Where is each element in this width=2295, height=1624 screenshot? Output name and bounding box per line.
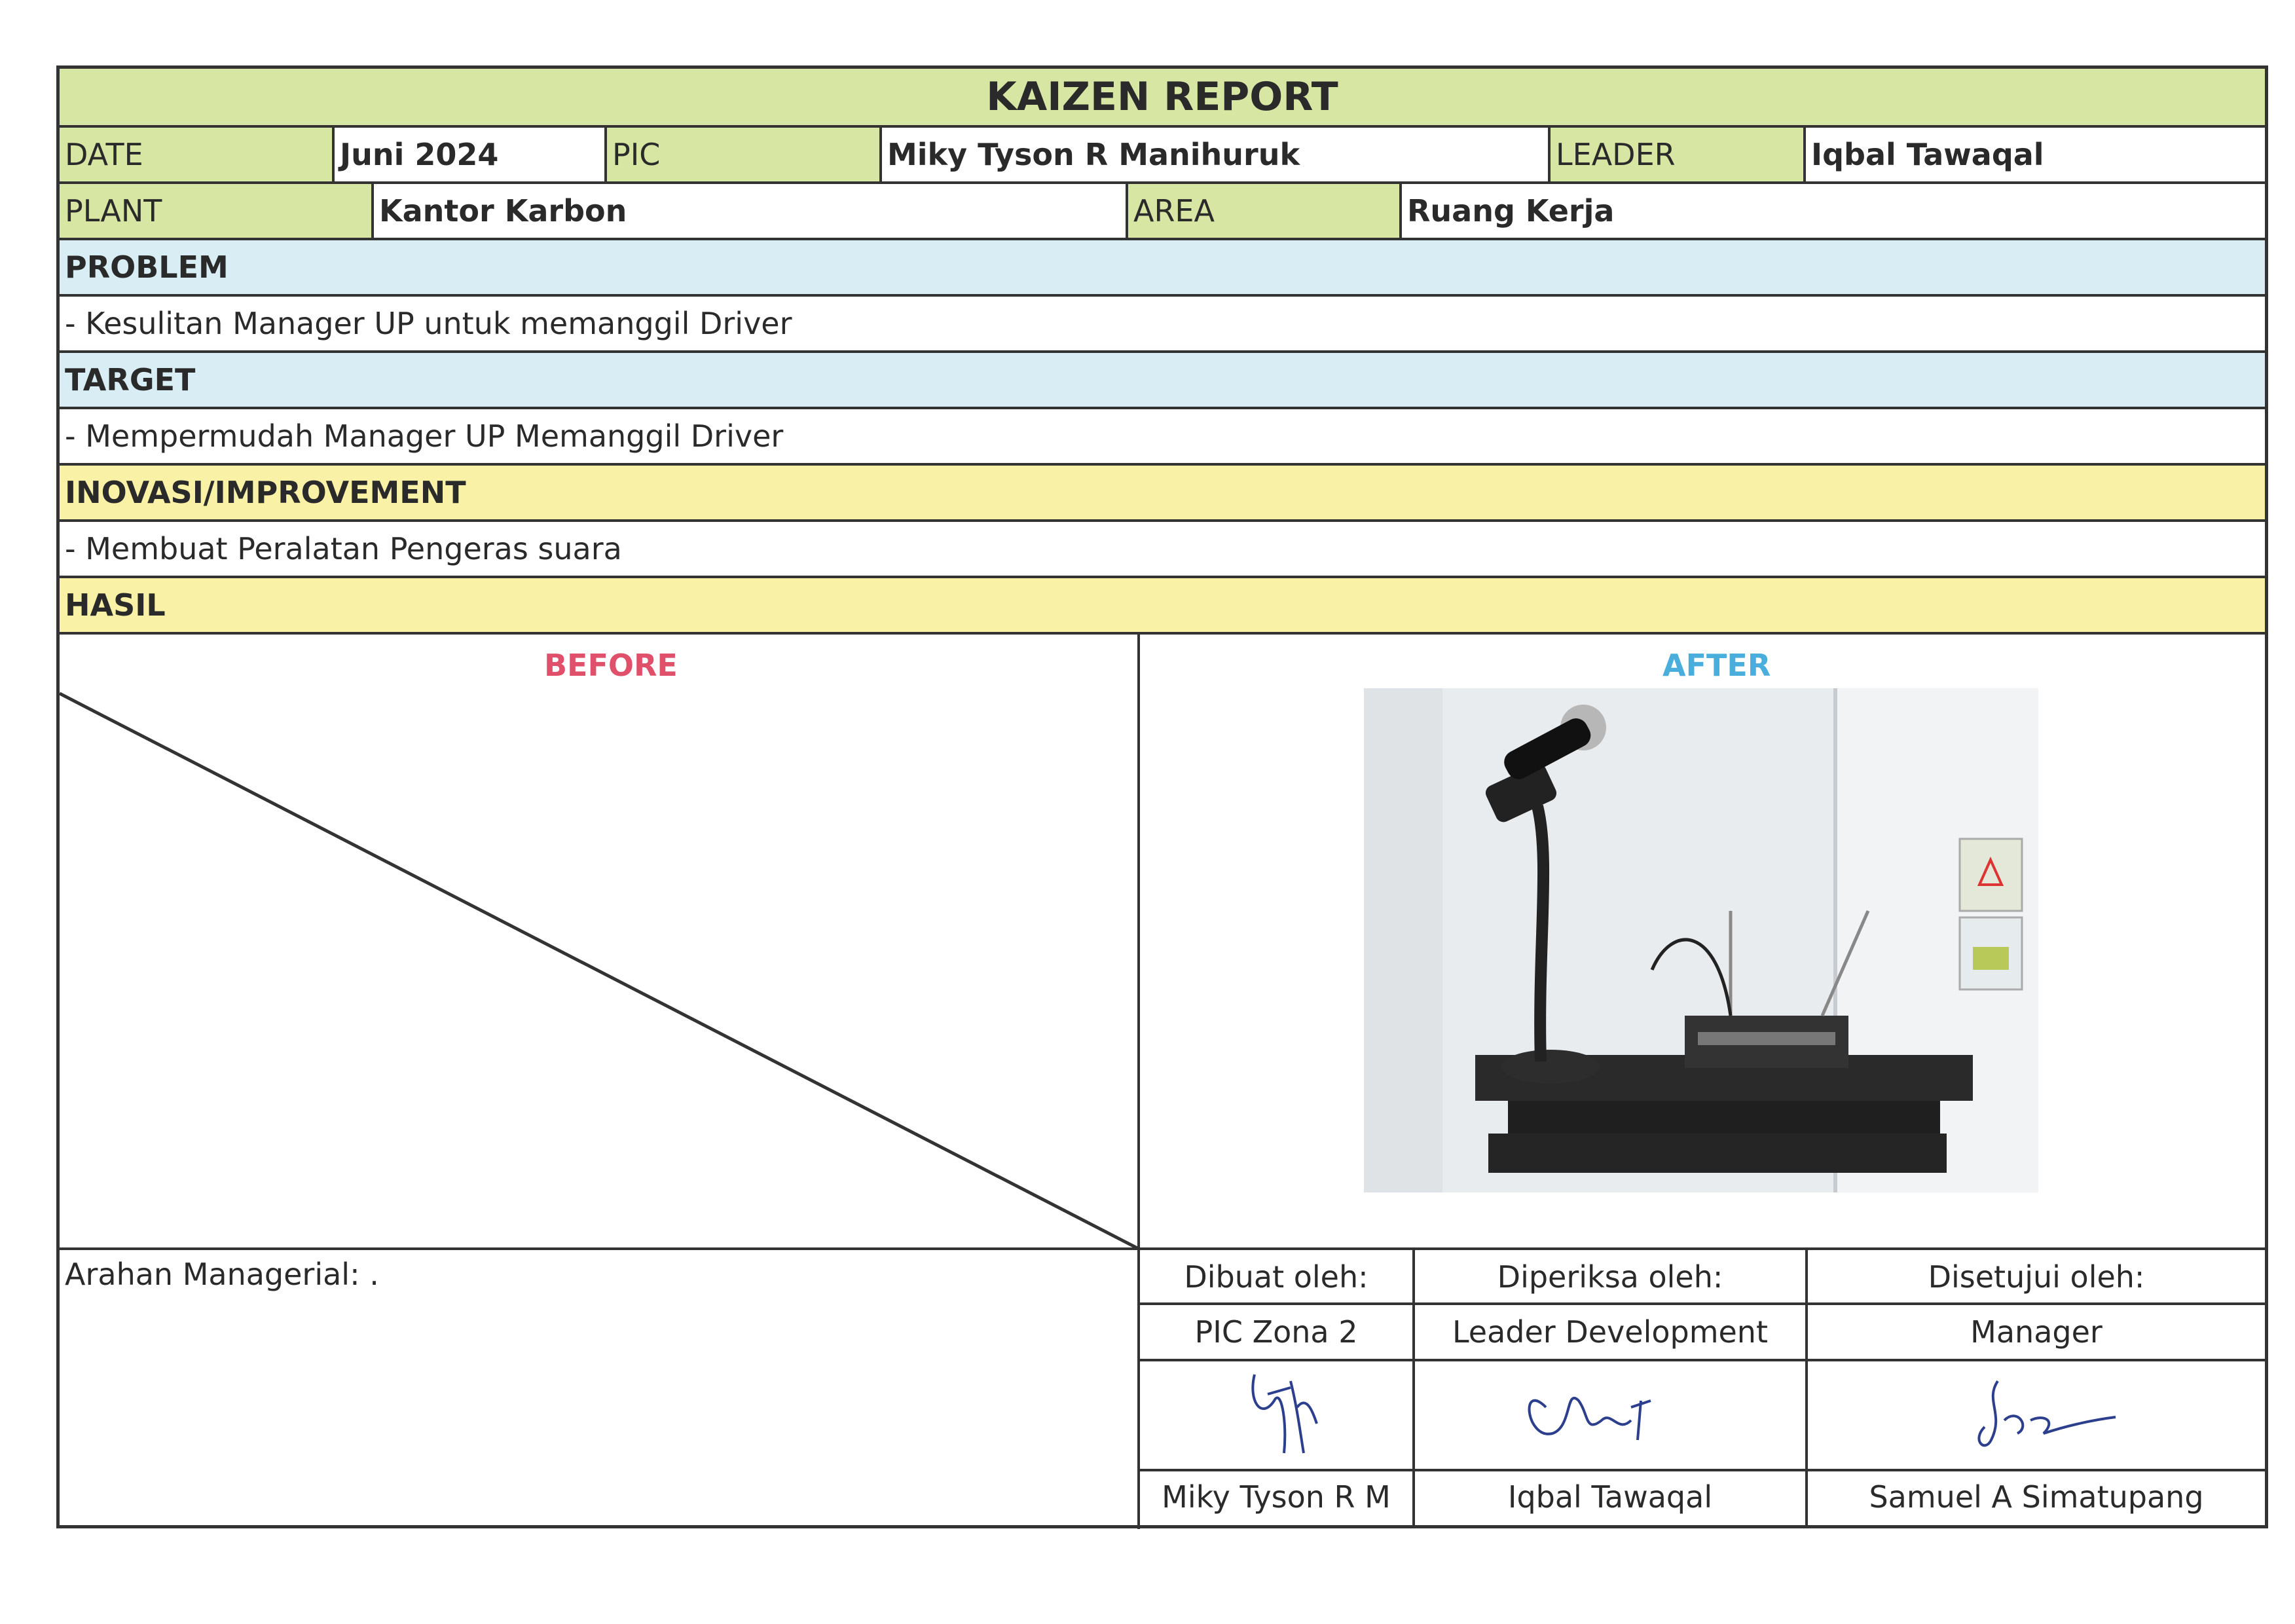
result-header-row <box>60 578 2265 635</box>
improvement-text-row <box>60 522 2265 578</box>
approval-row-divider-1 <box>1140 1302 2265 1305</box>
header-row-2 <box>60 184 2265 240</box>
area-label: AREA <box>1128 184 1402 238</box>
area-value: Ruang Kerja <box>1407 193 1615 229</box>
report-title: KAIZEN REPORT <box>986 74 1338 120</box>
approved-by-label: Disetujui oleh: <box>1928 1259 2145 1295</box>
made-by-label: Dibuat oleh: <box>1184 1259 1368 1295</box>
before-label: BEFORE <box>544 648 678 683</box>
made-by-role: PIC Zona 2 <box>1194 1314 1358 1350</box>
checked-by-label: Diperiksa oleh: <box>1497 1259 1723 1295</box>
improvement-label: INOVASI/IMPROVEMENT <box>65 475 466 510</box>
target-label: TARGET <box>65 362 196 397</box>
title-row <box>60 69 2265 128</box>
date-value: Juni 2024 <box>335 128 607 181</box>
plant-value: Kantor Karbon <box>374 184 1128 238</box>
before-empty-diagonal <box>60 635 1139 1249</box>
managerial-section <box>60 1250 1137 1525</box>
checked-by-signature <box>1415 1361 1805 1469</box>
leader-label: LEADER <box>1551 128 1806 181</box>
target-text-row <box>60 409 2265 466</box>
after-panel <box>1140 635 2265 1249</box>
problem-header-row <box>60 240 2265 297</box>
before-panel <box>60 635 1139 1249</box>
approved-by-signature <box>1808 1361 2265 1469</box>
improvement-text: - Membuat Peralatan Pengeras suara <box>65 531 622 566</box>
approved-by-name: Samuel A Simatupang <box>1869 1479 2204 1515</box>
after-microphone-photo <box>1364 688 2038 1192</box>
improvement-header-row <box>60 466 2265 522</box>
checked-by-role: Leader Development <box>1452 1314 1768 1350</box>
pic-label: PIC <box>607 128 882 181</box>
leader-value: Iqbal Tawaqal <box>1811 137 2044 172</box>
kaizen-report-sheet <box>56 65 2268 1528</box>
checked-by-name: Iqbal Tawaqal <box>1507 1479 1713 1515</box>
date-label: DATE <box>60 128 335 181</box>
plant-label: PLANT <box>60 184 374 238</box>
header-row-1 <box>60 128 2265 184</box>
made-by-signature <box>1140 1361 1412 1469</box>
problem-label: PROBLEM <box>65 249 229 285</box>
pic-value: Miky Tyson R Manihuruk <box>882 128 1551 181</box>
result-label: HASIL <box>65 587 166 623</box>
approved-by-role: Manager <box>1970 1314 2102 1350</box>
approval-grid <box>1140 1250 2265 1525</box>
after-label: AFTER <box>1662 648 1771 683</box>
made-by-name: Miky Tyson R M <box>1162 1479 1391 1515</box>
target-header-row <box>60 353 2265 409</box>
problem-text: - Kesulitan Manager UP untuk memanggil Driver <box>65 306 792 341</box>
managerial-label: Arahan Managerial: . <box>65 1257 379 1292</box>
approval-row-divider-3 <box>1140 1469 2265 1471</box>
target-text: - Mempermudah Manager UP Memanggil Driver <box>65 418 784 454</box>
problem-text-row <box>60 297 2265 353</box>
